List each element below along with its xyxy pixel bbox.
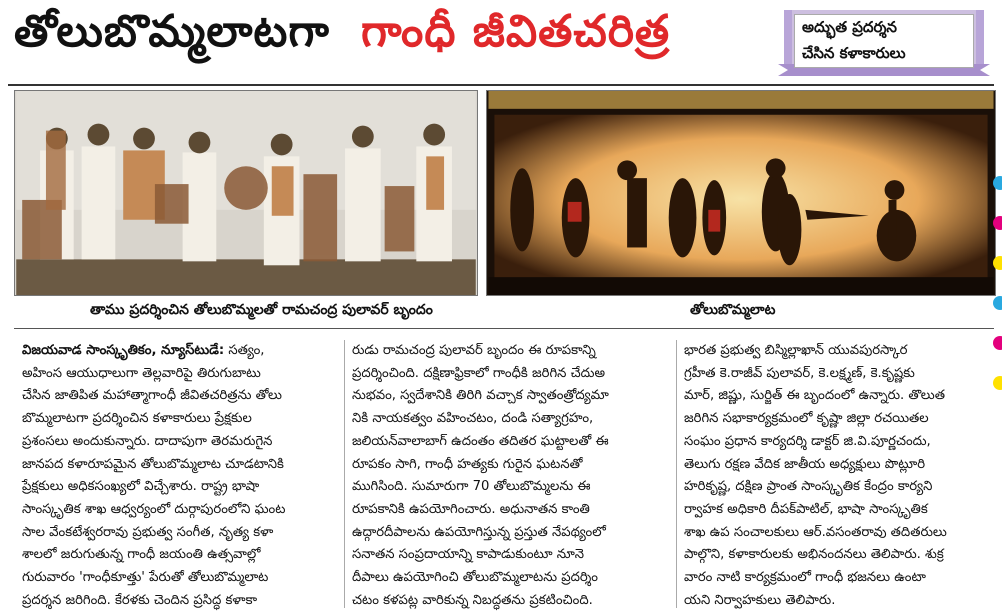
article-line: శాఖ ఉప సంచాలకులు ఆర్.వసంతరావు తదితరులు: [684, 524, 947, 540]
article-line: ప్రదర్శన జరిగింది. కేరళకు చెందిన ప్రసిద్ధ కళాకా: [22, 592, 258, 608]
highlight-box: [778, 6, 990, 76]
article-line: చేసిన జాతిపిత మహాత్మాగాంధీ జీవితచరిత్రను తోలు: [22, 388, 282, 404]
article-line: బొమ్మలాటగా ప్రదర్శించిన కళాకారులు ప్రేక్షకుల: [22, 411, 252, 427]
shadow-puppet-photo: [486, 90, 996, 296]
headline: [14, 6, 670, 76]
troupe-photo: [14, 90, 478, 296]
article-line: ప్రేక్షకులు అధికసంఖ్యలో విచ్చేశారు. రాష్ట్ర భాషా: [22, 479, 260, 495]
troupe-photo-caption: తాము ప్రదర్శించిన తోలుబొమ్మలతో రామచంద్ర పులావర్ బృందం: [90, 302, 433, 318]
highlight-line-2: చేసిన కళాకారులు: [802, 44, 906, 62]
article-line: శాలలో జరుగుతున్న గాంధీ జయంతి ఉత్సవాల్లో: [22, 547, 261, 563]
article-column-2: [352, 340, 672, 612]
article-line: జలియన్‌వాలాబాగ్ ఉదంతం తదితర ఘట్టాలతో ఈ: [352, 433, 609, 449]
shadow-puppet-caption: తోలుబొమ్మలాట: [690, 302, 776, 318]
article-line: మార్, జిష్ణు, సుర్జిత్ ఈ బృందంలో ఉన్నారు. తొలుత: [684, 388, 945, 404]
article-line: చటం కళపట్ల వారికున్న నిబద్ధతను ప్రకటించింది.: [352, 592, 593, 608]
article-line: ఉద్గారదీపాలను ఉపయోగిస్తున్న ప్రస్తుత నేపథ్యంలో: [352, 524, 606, 540]
headline-part-2: గాంధీ జీవితచరిత్ర: [360, 6, 671, 57]
article-line: జానపద కళారూపమైన తోలుబొమ్మలాట చూడటానికి: [22, 456, 284, 472]
byline: విజయవాడ సాంస్కృతికం, న్యూస్‌టుడే:: [22, 343, 225, 358]
article-line: సాంస్కృతిక శాఖ ఆధ్వర్యంలో దుర్గాపురంలోని ఘంట: [22, 501, 286, 517]
article-line: సాల వేంకటేశ్వరరావు ప్రభుత్వ సంగీత, నృత్య కళా: [22, 524, 274, 540]
article-line: రూపకం సాగి, గాంధీ హత్యకు గురైన ఘటనతో: [352, 456, 583, 472]
column-separator: [676, 340, 677, 608]
shadow-puppet-illustration: [487, 91, 995, 295]
article-line: భారత ప్రభుత్వ బిస్మిల్లాఖాన్ యువపురస్కార: [684, 343, 908, 358]
article-line: ర్వాహక అధికారి దీపక్‌పాటిల్, భాషా సాంస్కృతిక: [684, 501, 928, 517]
article-line: హరికృష్ణ, దక్షిణ ప్రాంత సాంస్కృతిక కేంద్రం కార్యని: [684, 479, 933, 495]
troupe-photo-illustration: [15, 91, 477, 295]
article-line: రూపకానికి ఉపయోగించారు. అధునాతన కాంతి: [352, 501, 590, 517]
article-line: అహింస ఆయుధాలుగా తెల్లవారిపై తిరుగుబాటు: [22, 365, 261, 381]
registration-dot-cyan: [993, 296, 1002, 310]
article-line: సనాతన సంప్రదాయాన్ని కాపాడుకుంటూ నూనె: [352, 547, 585, 563]
registration-dot-magenta: [993, 336, 1002, 350]
article-line: వారం నాటి కార్యక్రమంలో గాంధీ భజనలు ఉంటా: [684, 570, 926, 586]
article-line: పాల్గొని, కళాకారులకు అభినందనలు తెలిపారు. శుక్ర: [684, 547, 944, 563]
article-line: గురువారం 'గాంధీకూత్తు' పేరుతో తోలుబొమ్మలాట: [22, 570, 269, 586]
caption-rule: [14, 328, 994, 329]
article-line: ముగిసింది. సుమారుగా 70 తోలుబొమ్మలను ఈ: [352, 479, 591, 495]
registration-dot-magenta: [993, 216, 1002, 230]
article-line: నుభవం, స్వదేశానికి తిరిగి వచ్చాక స్వాతంత్రోద్యమా: [352, 388, 609, 404]
article-line: [22, 340, 340, 363]
article-line: నికి నాయకత్వం వహించటం, దండి సత్యాగ్రహం,: [352, 411, 594, 427]
article-line: రుడు రామచంద్ర పులావర్ బృందం ఈ రూపకాన్ని: [352, 343, 596, 358]
article-line: గ్రహీత కె.రాజీవ్ పులావర్, కె.లక్ష్మణ్, కె.కృష్ణకు: [684, 365, 915, 381]
highlight-line-1: అద్భుత ప్రదర్శన: [802, 18, 897, 36]
registration-dot-cyan: [993, 176, 1002, 190]
registration-dot-yellow: [993, 376, 1002, 390]
article-line-text: సత్యం,: [228, 343, 265, 358]
article-line: ప్రదర్శించింది. దక్షిణాఫ్రికాలో గాంధీకి జరిగిన చేదుఅ: [352, 365, 606, 381]
article-line: తెలుగు రక్షణ వేదిక జాతీయ అధ్యక్షులు పొట్లూరి: [684, 456, 926, 472]
article-line: యని నిర్వాహకులు తెలిపారు.: [684, 592, 836, 608]
article-line: ప్రశంసలు అందుకున్నారు. దాదాపుగా తెరమరుగైన: [22, 433, 273, 449]
article-column-3: [684, 340, 994, 612]
headline-rule: [8, 84, 994, 86]
headline-part-1: తోలుబొమ్మలాటగా: [14, 6, 330, 57]
column-separator: [344, 340, 345, 608]
article-column-1: [22, 340, 340, 612]
article-line: జరిగిన సభాకార్యక్రమంలో కృష్ణా జిల్లా రచయితల: [684, 411, 929, 427]
registration-dot-yellow: [993, 256, 1002, 270]
article-line: దీపాలు ఉపయోగించి తోలుబొమ్మలాటను ప్రదర్శిం: [352, 570, 598, 586]
article-line: సంఘం ప్రధాన కార్యదర్శి డాక్టర్ జి.వి.పూర్ణచందు,: [684, 433, 931, 449]
